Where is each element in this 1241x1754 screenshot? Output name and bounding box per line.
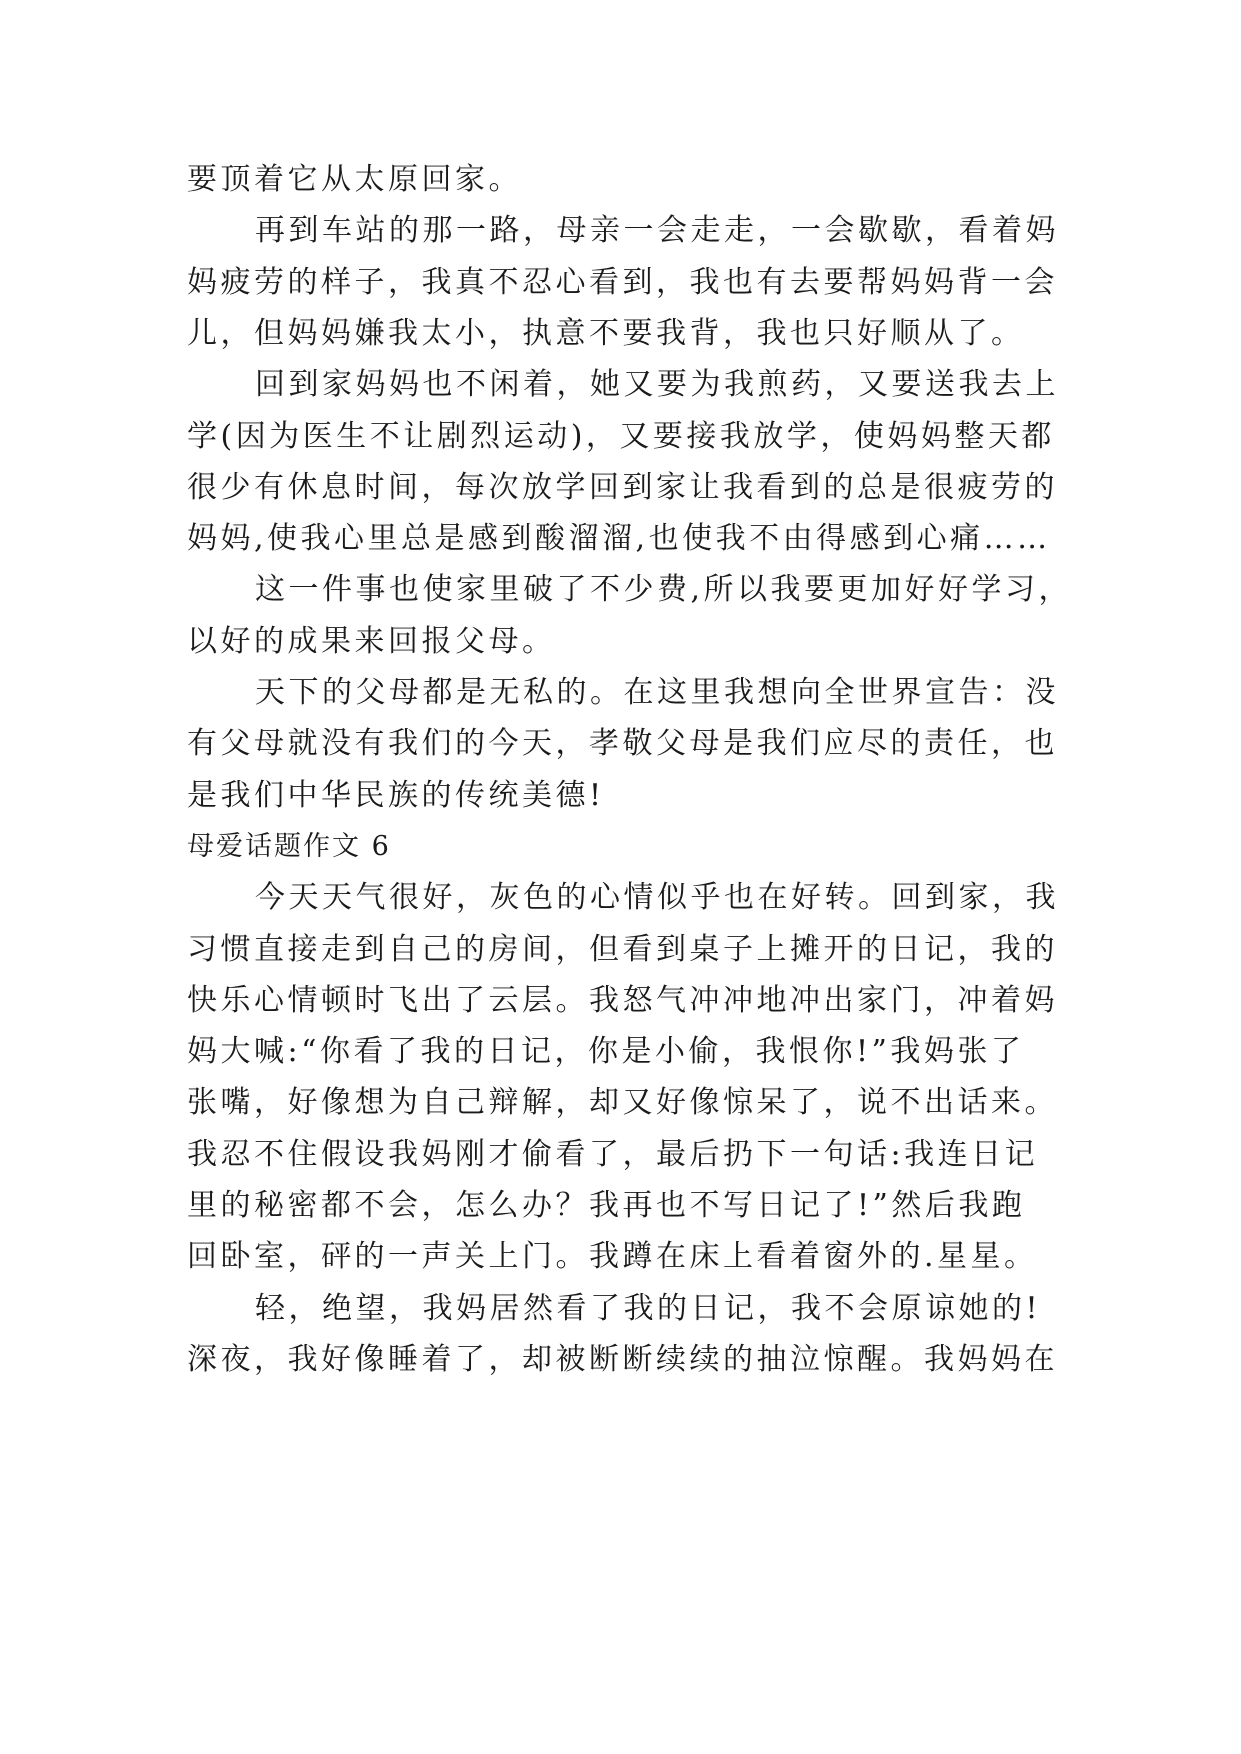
paragraph-line: 学(因为医生不让剧烈运动)，又要接我放学，使妈妈整天都 — [187, 418, 1055, 454]
paragraph-line: 里的秘密都不会，怎么办？我再也不写日记了!”然后我跑 — [187, 1188, 1026, 1223]
paragraph-line: 回到家妈妈也不闲着，她又要为我煎药，又要送我去上 — [255, 367, 1059, 403]
paragraph-line: 很少有休息时间，每次放学回到家让我看到的总是很疲劳的 — [187, 469, 1058, 505]
paragraph-line: 张嘴，好像想为自己辩解，却又好像惊呆了，说不出话来。 — [187, 1085, 1058, 1121]
paragraph-line: 儿，但妈妈嫌我太小，执意不要我背，我也只好顺从了。 — [187, 315, 1025, 351]
paragraph-line: 妈大喊:“你看了我的日记，你是小偷，我恨你!”我妈张了 — [187, 1034, 1025, 1070]
paragraph-line: 今天天气很好，灰色的心情似乎也在好转。回到家，我 — [255, 880, 1059, 916]
paragraph-line: 天下的父母都是无私的。在这里我想向全世界宣告：没 — [255, 675, 1059, 710]
paragraph-line: 妈疲劳的样子，我真不忍心看到，我也有去要帮妈妈背一会 — [187, 264, 1058, 300]
paragraph-line: 习惯直接走到自己的房间，但看到桌子上摊开的日记，我的 — [187, 931, 1058, 967]
paragraph-line: 这一件事也使家里破了不少费,所以我要更加好好学习， — [255, 572, 1073, 608]
paragraph-line: 妈妈,使我心里总是感到酸溜溜,也使我不由得感到心痛…… — [187, 521, 1051, 557]
paragraph-line: 有父母就没有我们的今天，孝敬父母是我们应尽的责任，也 — [187, 726, 1058, 762]
paragraph-line: 回卧室，砰的一声关上门。我蹲在床上看着窗外的.星星。 — [187, 1239, 1038, 1275]
paragraph-line: 深夜，我好像睡着了，却被断断续续的抽泣惊醒。我妈妈在 — [187, 1341, 1058, 1377]
paragraph-line: 我忍不住假设我妈刚才偷看了，最后扔下一句话:我连日记 — [187, 1136, 1039, 1172]
paragraph-line: 轻，绝望，我妈居然看了我的日记，我不会原谅她的! — [255, 1290, 1042, 1326]
paragraph-line: 快乐心情顿时飞出了云层。我怒气冲冲地冲出家门，冲着妈 — [187, 982, 1058, 1018]
paragraph-line: 要顶着它从太原回家。 — [187, 162, 522, 197]
paragraph-line: 是我们中华民族的传统美德! — [187, 777, 605, 813]
paragraph-line: 再到车站的那一路，母亲一会走走，一会歇歇，看着妈 — [255, 213, 1059, 249]
section-heading: 母爱话题作文 6 — [187, 830, 391, 862]
paragraph-line: 以好的成果来回报父母。 — [187, 623, 556, 659]
